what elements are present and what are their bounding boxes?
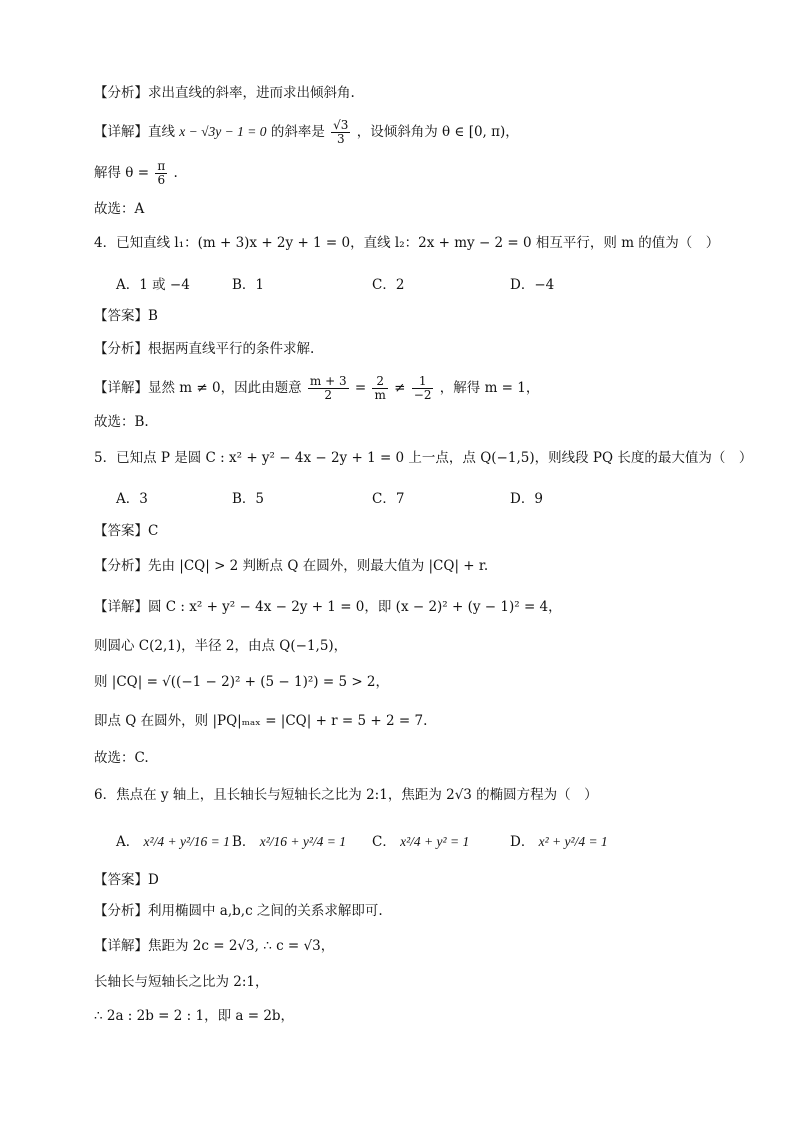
q6-analysis: 【分析】利用椭圆中 a,b,c 之间的关系求解即可. [94,903,383,919]
q3-solve-text: 解得 θ = [94,165,150,181]
q3-detail-prefix: 【详解】直线 [94,124,175,140]
q4-option-a: A．1 或 −4 [116,277,190,293]
q5-answer: 【答案】C [94,523,159,539]
q3-slope-fraction [331,119,350,146]
q4-detail-prefix: 【详解】显然 m ≠ 0，因此由题意 [94,380,302,396]
q3-detail-eq: x − √3y − 1 = 0 [179,124,267,139]
q4-neq-sign: ≠ [394,380,406,396]
q5-distance: 则 |CQ| = √((−1 − 2)² + (5 − 1)²) = 5 > 2， [94,674,390,690]
q4-fraction-2 [372,375,387,402]
q3-analysis: 【分析】求出直线的斜率，进而求出倾斜角. [94,85,355,101]
q6-option-a-eq: x²/4 + y²/16 = 1 [143,834,230,849]
q6-option-d-eq: x² + y²/4 = 1 [538,834,608,849]
q3-solve [94,160,178,187]
q4-option-b: B．1 [232,277,265,293]
q4-option-c: C．2 [372,277,405,293]
q4-eq-sign: = [354,380,367,396]
q4-f2-num: 2 [372,375,387,389]
q4-stem: 4．已知直线 l₁：(m + 3)x + 2y + 1 = 0，直线 l₂：2x + my − 2 = 0 相互平行，则 m 的值为（ ） [94,235,720,251]
q3-slope-num: √3 [333,118,349,132]
q6-option-a [116,830,230,850]
q5-stem: 5．已知点 P 是圆 C : x² + y² − 4x − 2y + 1 = 0 上一点，点 Q(−1,5)，则线段 PQ 长度的最大值为（ ） [94,450,753,466]
q3-pi: π [157,159,166,173]
q4-f1-num: m + 3 [309,374,347,388]
q4-option-d: D．−4 [510,277,555,293]
q6-option-b [232,830,346,850]
q3-six: 6 [157,173,166,187]
q4-answer: 【答案】B [94,308,158,324]
q6-option-d [510,830,608,850]
q6-option-c-eq: x²/4 + y² = 1 [400,834,470,849]
q4-f3-den: −2 [413,388,432,402]
q3-choice: 故选：A [94,201,145,217]
q4-analysis: 【分析】根据两直线平行的条件求解. [94,341,315,357]
q6-option-c [372,830,469,850]
q6-option-b-eq: x²/16 + y²/4 = 1 [259,834,347,849]
q5-option-c: C．7 [372,491,405,507]
q3-detail-mid: 的斜率是 [270,124,325,140]
q4-f1-den: 2 [324,388,333,402]
q5-option-a: A．3 [116,491,148,507]
q6-option-a-label: A． [116,834,140,850]
q6-option-c-label: C． [372,834,396,850]
q6-detail: 【详解】焦距为 2c = 2√3, ∴ c = √3， [94,938,335,954]
q6-conclusion: ∴ 2a : 2b = 2 : 1，即 a = 2b， [94,1008,295,1024]
q4-f3-num: 1 [412,375,434,389]
q4-detail-tail: ，解得 m = 1， [439,380,540,396]
q6-option-b-label: B． [232,834,256,850]
q6-answer: 【答案】D [94,872,159,888]
q5-center: 则圆心 C(2,1)，半径 2，由点 Q(−1,5)， [94,638,348,654]
q3-detail-tail: ，设倾斜角为 θ ∈ [0, π)， [356,124,519,140]
q5-detail: 【详解】圆 C : x² + y² − 4x − 2y + 1 = 0，即 (x − 2)² + (y − 1)² = 4， [94,599,562,615]
q3-detail [94,119,519,146]
q5-choice: 故选：C. [94,750,149,766]
q5-analysis: 【分析】先由 |CQ| > 2 判断点 Q 在圆外，则最大值为 |CQ| + r. [94,558,489,574]
q6-ratio: 长轴长与短轴长之比为 2:1， [94,974,269,990]
q4-fraction-3 [412,375,434,402]
q4-detail [94,375,539,402]
q5-max: 即点 Q 在圆外，则 |PQ|ₘₐₓ = |CQ| + r = 5 + 2 = 7. [94,713,428,729]
q4-f2-den: m [374,388,386,402]
q3-solve-end: . [173,165,178,181]
q6-stem: 6．焦点在 y 轴上，且长轴长与短轴长之比为 2:1，焦距为 2√3 的椭圆方程为（ ） [94,787,598,803]
q3-slope-den: 3 [336,132,345,146]
q5-option-d: D．9 [510,491,543,507]
q3-angle-fraction [155,160,167,187]
q6-option-d-label: D． [510,834,535,850]
q4-choice: 故选：B. [94,414,149,430]
q4-fraction-1 [308,375,349,402]
q5-option-b: B．5 [232,491,265,507]
